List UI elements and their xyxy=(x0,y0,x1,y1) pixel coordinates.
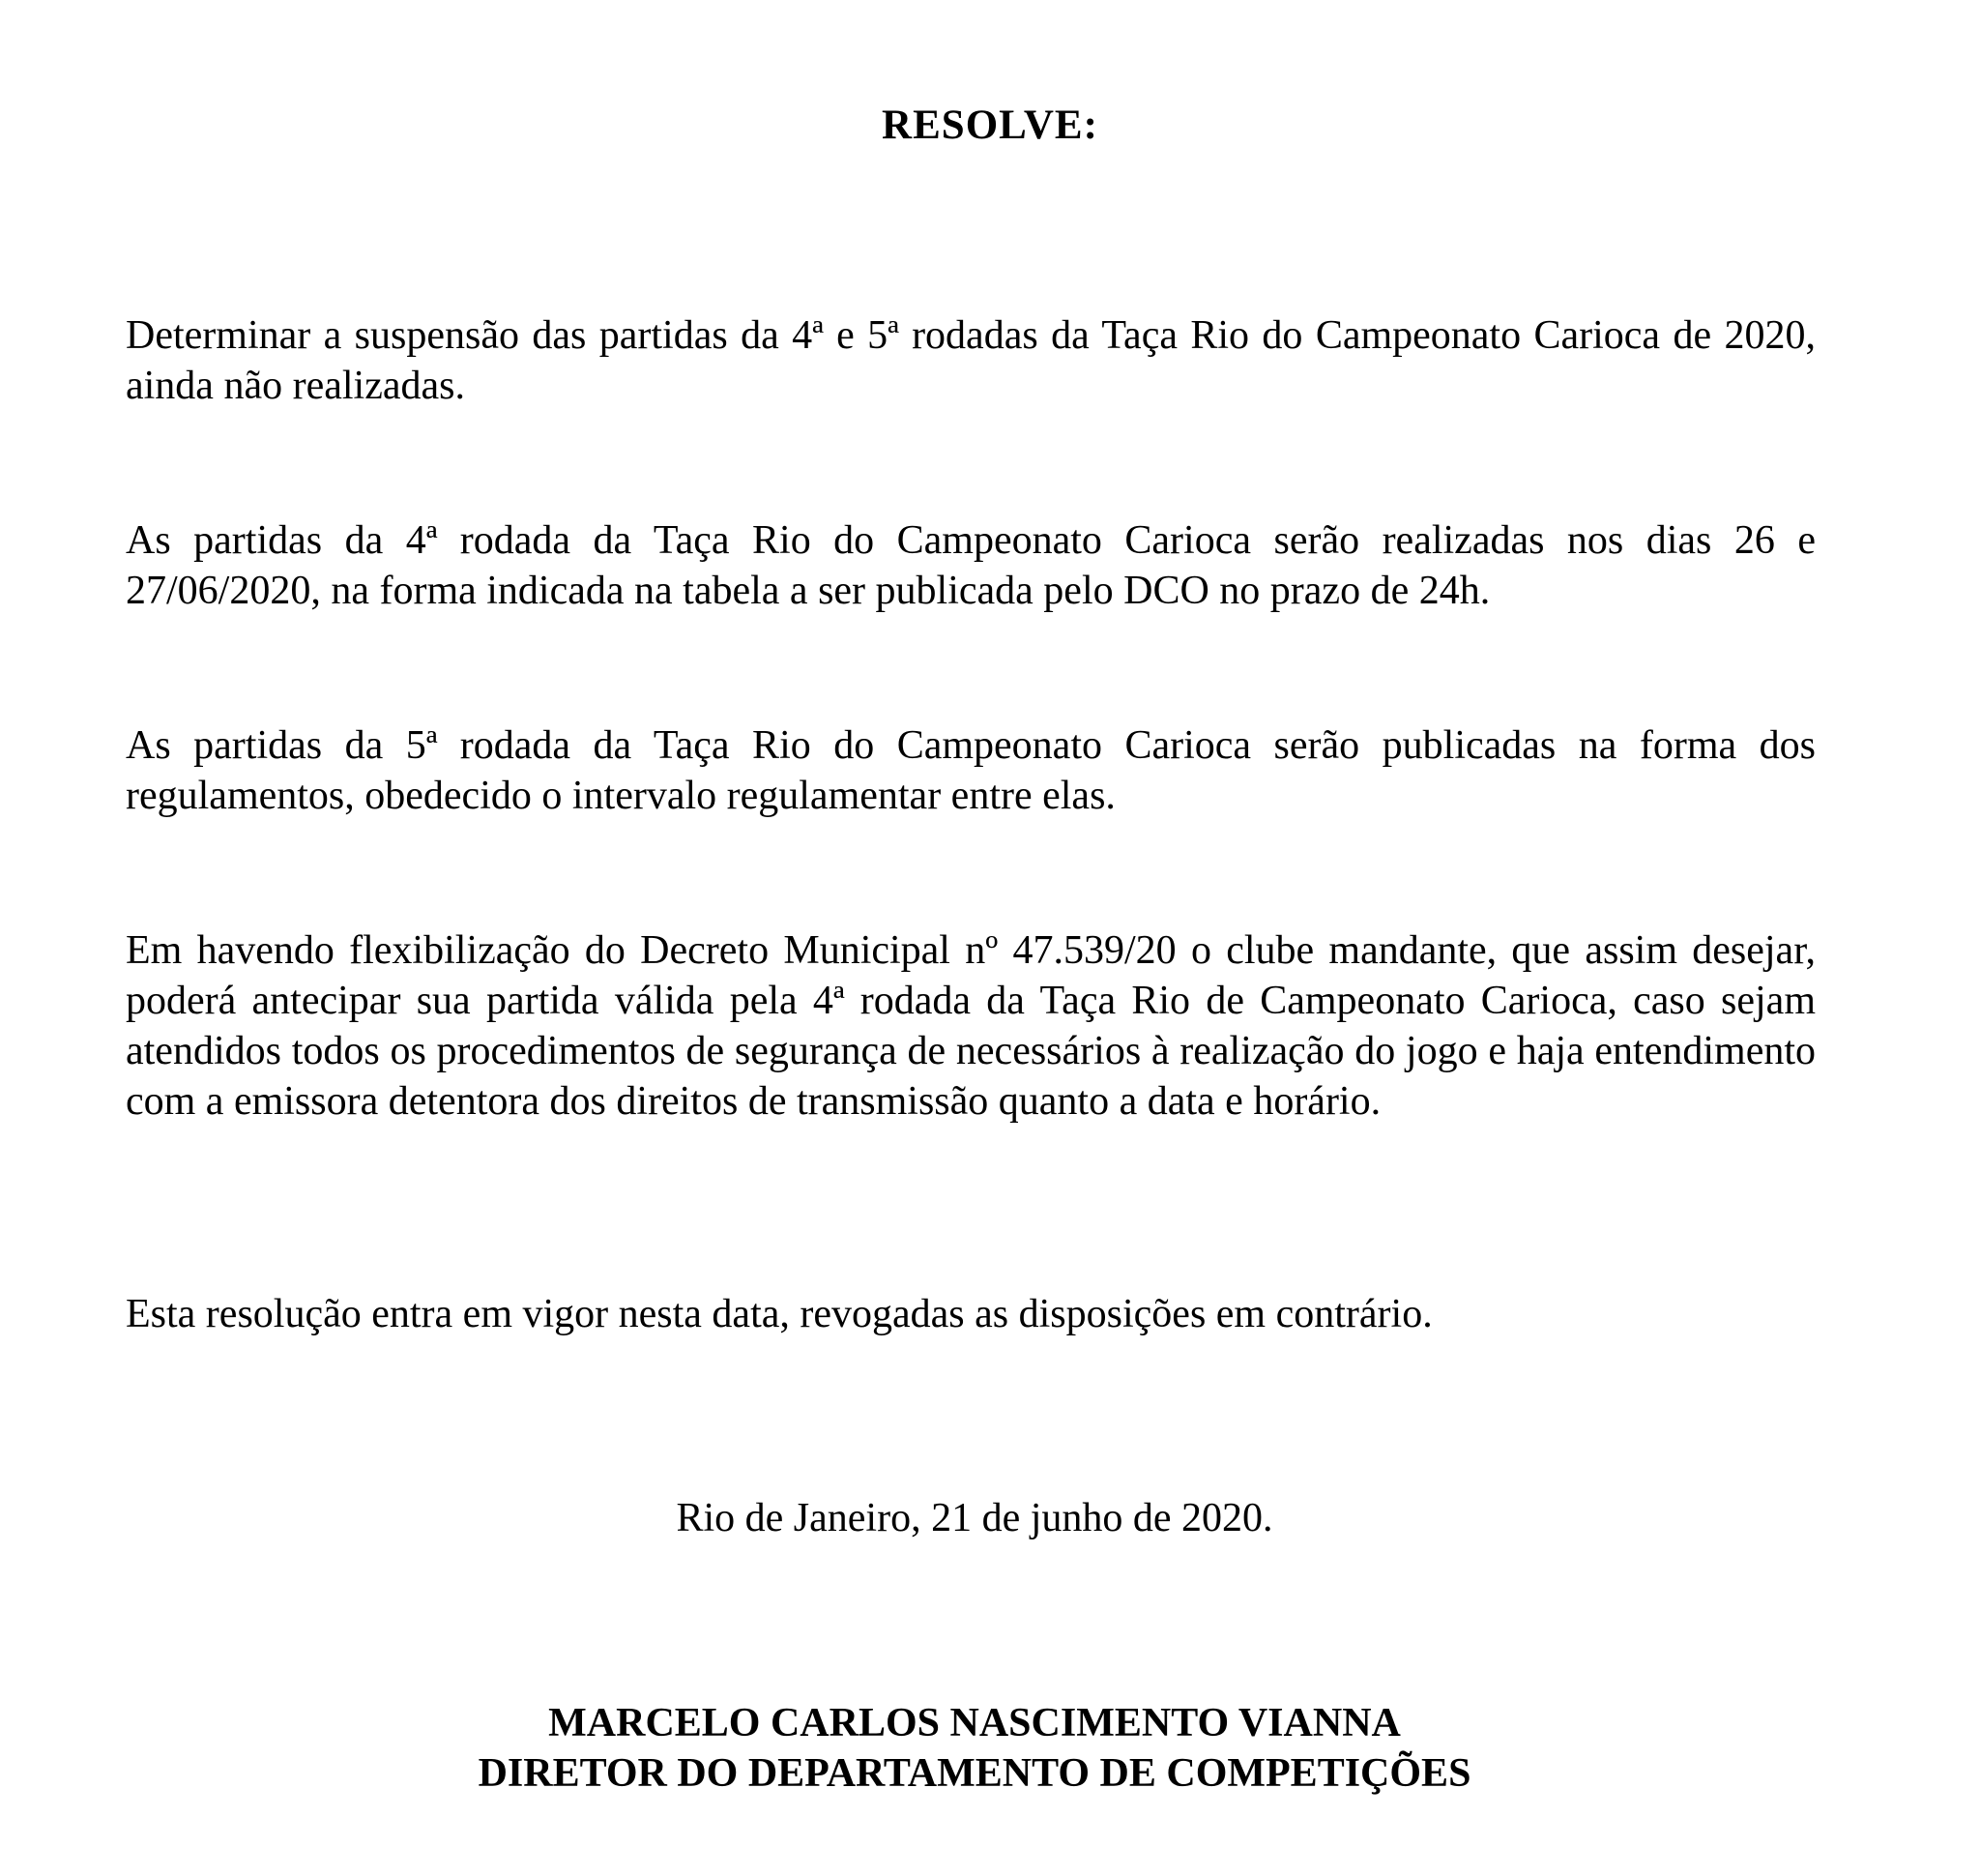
signatory-title: DIRETOR DO DEPARTAMENTO DE COMPETIÇÕES xyxy=(478,1751,1471,1796)
paragraph-decree: Em havendo flexibilização do Decreto Municipal nº 47.539/20 o clube mandante, que assim desejar, poderá antecipar sua partida válida pela 4ª rodada da Taça Rio de Campeonato Carioca, caso sejam atendidos todos os procedimentos de segurança de necessários à realização do jogo e haja entendimento com a emissora detentora dos direitos de transmissão quanto a data e horário. xyxy=(126,928,1816,1124)
resolution-heading: RESOLVE: xyxy=(882,103,1098,148)
signatory-name: MARCELO CARLOS NASCIMENTO VIANNA xyxy=(548,1701,1401,1745)
date-line: Rio de Janeiro, 21 de junho de 2020. xyxy=(676,1496,1273,1540)
paragraph-round-4: As partidas da 4ª rodada da Taça Rio do Campeonato Carioca serão realizadas nos dias 26 e 27/06/2020, na forma indicada na tabela a ser publicada pelo DCO no prazo de 24h. xyxy=(126,518,1816,613)
paragraph-round-5: As partidas da 5ª rodada da Taça Rio do Campeonato Carioca serão publicadas na forma dos regulamentos, obedecido o intervalo regulamentar entre elas. xyxy=(126,723,1816,818)
paragraph-suspension: Determinar a suspensão das partidas da 4ª e 5ª rodadas da Taça Rio do Campeonato Carioca de 2020, ainda não realizadas. xyxy=(126,313,1816,408)
paragraph-effective: Esta resolução entra em vigor nesta data, revogadas as disposições em contrário. xyxy=(126,1292,1433,1336)
